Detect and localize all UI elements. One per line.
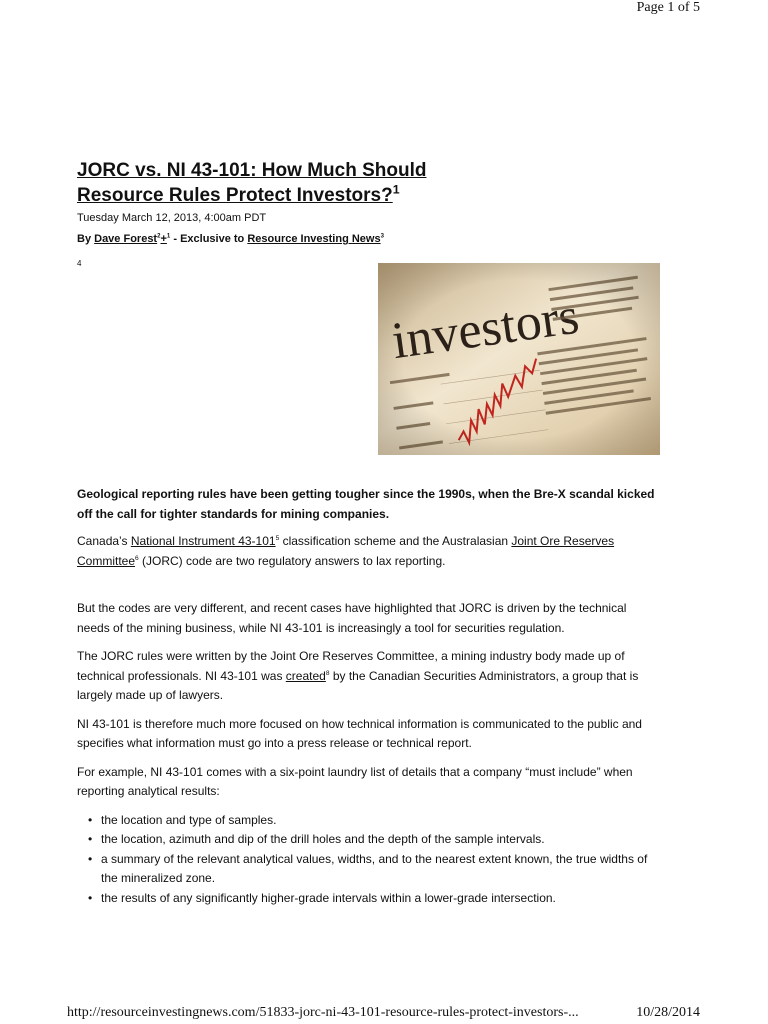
google-plus-link[interactable]: + xyxy=(160,233,167,245)
plus-footnote-ref: 1 xyxy=(166,233,171,240)
ni-footnote-ref: 5 xyxy=(275,535,280,542)
created-link[interactable]: created xyxy=(285,668,326,683)
list-item: • the location, azimuth and dip of the drill holes and the depth of the sample intervals. xyxy=(101,830,662,850)
lead-paragraph: Geological reporting rules have been getting tougher since the 1990s, when the Bre-X scandal kicked off the call for tighter standards for mining companies. xyxy=(77,487,655,521)
author-footnote-ref: 2 xyxy=(157,233,161,240)
ni-43-101-link[interactable]: National Instrument 43-101 xyxy=(130,534,276,548)
paragraph-ni-focus: NI 43-101 is therefore much more focused on how technical information is communicated to the public and specifies what information must go into a press release or technical report. xyxy=(77,716,642,750)
p1-text-b: classification scheme and the Australasian xyxy=(279,534,512,548)
created-footnote-ref: 8 xyxy=(325,669,330,677)
article-body xyxy=(77,485,662,908)
image-footnote-ref: 4 xyxy=(77,259,82,268)
exclusive-label: - Exclusive to xyxy=(170,233,248,245)
analytical-results-list xyxy=(77,811,662,909)
footer-url[interactable]: http://resourceinvestingnews.com/51833-jorc-ni-43-101-resource-rules-protect-investors-... xyxy=(67,1005,579,1020)
page-number: Page 1 of 5 xyxy=(636,0,700,15)
paragraph-codes-differ: But the codes are very different, and recent cases have highlighted that JORC is driven by the technical needs of the mining business, while NI 43-101 is increasingly a tool for securities regulation. xyxy=(77,601,627,635)
p3-text-a: The JORC rules were written by the Joint Ore Reserves Committee, a mining industry body made up of technical professionals. NI 43-101 was xyxy=(77,649,625,683)
list-item: • a summary of the relevant analytical values, widths, and to the nearest extent known, the true widths of the mineralized zone. xyxy=(101,850,662,889)
title-line-1[interactable]: JORC vs. NI 43-101: How Much Should xyxy=(77,160,427,181)
jorc-footnote-ref: 6 xyxy=(135,554,139,562)
article-title xyxy=(77,158,477,208)
p1-text-c: (JORC) code are two regulatory answers to lax reporting. xyxy=(138,553,446,568)
jorc-committee-link[interactable]: Joint Ore Reserves Committee xyxy=(77,534,615,568)
investors-newspaper-image xyxy=(378,263,660,455)
paragraph-jorc-rules xyxy=(77,647,662,706)
footer-date: 10/28/2014 xyxy=(636,1005,700,1020)
paragraph-laundry-list: For example, NI 43-101 comes with a six-point laundry list of details that a company “must include” when reporting analytical results: xyxy=(77,764,633,798)
title-line-2[interactable]: Resource Rules Protect Investors? xyxy=(77,185,393,206)
paragraph-codes-intro xyxy=(77,532,662,571)
publisher-link[interactable]: Resource Investing News xyxy=(247,233,381,245)
by-label: By xyxy=(77,233,95,245)
author-link[interactable]: Dave Forest xyxy=(94,233,158,245)
article-date: Tuesday March 12, 2013, 4:00am PDT xyxy=(77,212,267,224)
list-item: • the location and type of samples. xyxy=(101,811,662,831)
publisher-footnote-ref: 3 xyxy=(380,233,384,240)
list-item: • the results of any significantly higher-grade intervals within a lower-grade intersection. xyxy=(101,889,662,909)
p1-text-a: Canada’s xyxy=(77,534,131,548)
title-footnote-ref: 1 xyxy=(392,182,400,197)
byline xyxy=(77,233,384,245)
p3-text-b: by the Canadian Securities Administrators, a group that is largely made up of lawyers. xyxy=(77,668,639,702)
